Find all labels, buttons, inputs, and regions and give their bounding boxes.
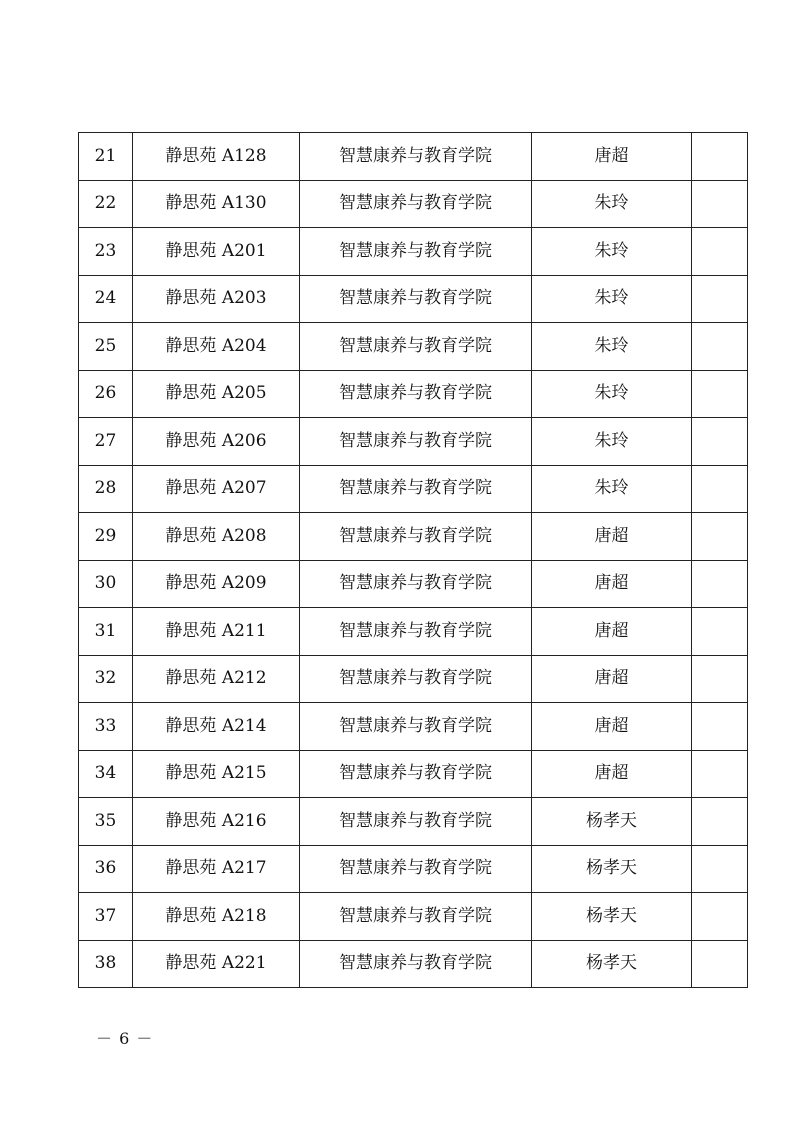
cell-room: 静思苑 A221 xyxy=(133,940,300,988)
cell-room: 静思苑 A209 xyxy=(133,560,300,608)
dormitory-table xyxy=(78,132,748,988)
cell-note xyxy=(692,608,748,656)
cell-number: 32 xyxy=(79,655,133,703)
cell-number: 38 xyxy=(79,940,133,988)
table-row xyxy=(79,845,748,893)
table-row xyxy=(79,418,748,466)
table-row xyxy=(79,513,748,561)
table-row xyxy=(79,323,748,371)
cell-college: 智慧康养与教育学院 xyxy=(300,940,532,988)
cell-person: 朱玲 xyxy=(532,323,692,371)
cell-college: 智慧康养与教育学院 xyxy=(300,893,532,941)
cell-college: 智慧康养与教育学院 xyxy=(300,655,532,703)
cell-number: 33 xyxy=(79,703,133,751)
cell-room: 静思苑 A203 xyxy=(133,275,300,323)
cell-note xyxy=(692,370,748,418)
cell-number: 21 xyxy=(79,133,133,181)
cell-college: 智慧康养与教育学院 xyxy=(300,418,532,466)
cell-number: 31 xyxy=(79,608,133,656)
cell-note xyxy=(692,228,748,276)
cell-college: 智慧康养与教育学院 xyxy=(300,323,532,371)
cell-college: 智慧康养与教育学院 xyxy=(300,133,532,181)
table-row xyxy=(79,133,748,181)
cell-number: 29 xyxy=(79,513,133,561)
cell-note xyxy=(692,703,748,751)
cell-person: 杨孝天 xyxy=(532,940,692,988)
table-body xyxy=(79,133,748,988)
cell-room: 静思苑 A201 xyxy=(133,228,300,276)
page-number: － 6 － xyxy=(96,1029,154,1048)
cell-person: 朱玲 xyxy=(532,418,692,466)
cell-number: 34 xyxy=(79,750,133,798)
cell-note xyxy=(692,893,748,941)
cell-room: 静思苑 A208 xyxy=(133,513,300,561)
table-row xyxy=(79,180,748,228)
cell-college: 智慧康养与教育学院 xyxy=(300,513,532,561)
cell-person: 朱玲 xyxy=(532,180,692,228)
cell-note xyxy=(692,940,748,988)
cell-room: 静思苑 A212 xyxy=(133,655,300,703)
table-row xyxy=(79,655,748,703)
cell-person: 唐超 xyxy=(532,560,692,608)
cell-room: 静思苑 A218 xyxy=(133,893,300,941)
cell-person: 杨孝天 xyxy=(532,798,692,846)
cell-college: 智慧康养与教育学院 xyxy=(300,228,532,276)
table-row xyxy=(79,608,748,656)
cell-note xyxy=(692,845,748,893)
table-row xyxy=(79,465,748,513)
table-row xyxy=(79,560,748,608)
cell-number: 27 xyxy=(79,418,133,466)
cell-person: 唐超 xyxy=(532,703,692,751)
cell-number: 22 xyxy=(79,180,133,228)
cell-room: 静思苑 A128 xyxy=(133,133,300,181)
cell-room: 静思苑 A216 xyxy=(133,798,300,846)
cell-note xyxy=(692,418,748,466)
cell-college: 智慧康养与教育学院 xyxy=(300,465,532,513)
cell-number: 23 xyxy=(79,228,133,276)
cell-person: 朱玲 xyxy=(532,275,692,323)
cell-person: 杨孝天 xyxy=(532,893,692,941)
cell-college: 智慧康养与教育学院 xyxy=(300,370,532,418)
cell-number: 25 xyxy=(79,323,133,371)
cell-person: 杨孝天 xyxy=(532,845,692,893)
cell-note xyxy=(692,133,748,181)
cell-room: 静思苑 A205 xyxy=(133,370,300,418)
table-row xyxy=(79,228,748,276)
cell-note xyxy=(692,750,748,798)
table-row xyxy=(79,703,748,751)
cell-number: 37 xyxy=(79,893,133,941)
cell-room: 静思苑 A217 xyxy=(133,845,300,893)
cell-number: 35 xyxy=(79,798,133,846)
table-row xyxy=(79,370,748,418)
table-row xyxy=(79,940,748,988)
cell-note xyxy=(692,465,748,513)
cell-note xyxy=(692,560,748,608)
cell-person: 唐超 xyxy=(532,750,692,798)
cell-number: 36 xyxy=(79,845,133,893)
cell-college: 智慧康养与教育学院 xyxy=(300,275,532,323)
cell-note xyxy=(692,180,748,228)
table-row xyxy=(79,275,748,323)
cell-person: 唐超 xyxy=(532,133,692,181)
cell-person: 唐超 xyxy=(532,655,692,703)
cell-college: 智慧康养与教育学院 xyxy=(300,180,532,228)
cell-person: 朱玲 xyxy=(532,228,692,276)
cell-person: 朱玲 xyxy=(532,465,692,513)
cell-room: 静思苑 A207 xyxy=(133,465,300,513)
cell-college: 智慧康养与教育学院 xyxy=(300,845,532,893)
cell-room: 静思苑 A204 xyxy=(133,323,300,371)
cell-note xyxy=(692,275,748,323)
cell-person: 朱玲 xyxy=(532,370,692,418)
cell-college: 智慧康养与教育学院 xyxy=(300,750,532,798)
table-row xyxy=(79,798,748,846)
table-row xyxy=(79,750,748,798)
cell-number: 30 xyxy=(79,560,133,608)
cell-number: 24 xyxy=(79,275,133,323)
cell-note xyxy=(692,798,748,846)
cell-person: 唐超 xyxy=(532,608,692,656)
cell-room: 静思苑 A214 xyxy=(133,703,300,751)
cell-room: 静思苑 A206 xyxy=(133,418,300,466)
cell-college: 智慧康养与教育学院 xyxy=(300,703,532,751)
cell-note xyxy=(692,655,748,703)
cell-number: 28 xyxy=(79,465,133,513)
cell-note xyxy=(692,513,748,561)
cell-college: 智慧康养与教育学院 xyxy=(300,560,532,608)
cell-number: 26 xyxy=(79,370,133,418)
table-row xyxy=(79,893,748,941)
cell-note xyxy=(692,323,748,371)
cell-college: 智慧康养与教育学院 xyxy=(300,608,532,656)
cell-room: 静思苑 A211 xyxy=(133,608,300,656)
cell-room: 静思苑 A130 xyxy=(133,180,300,228)
cell-college: 智慧康养与教育学院 xyxy=(300,798,532,846)
cell-person: 唐超 xyxy=(532,513,692,561)
cell-room: 静思苑 A215 xyxy=(133,750,300,798)
